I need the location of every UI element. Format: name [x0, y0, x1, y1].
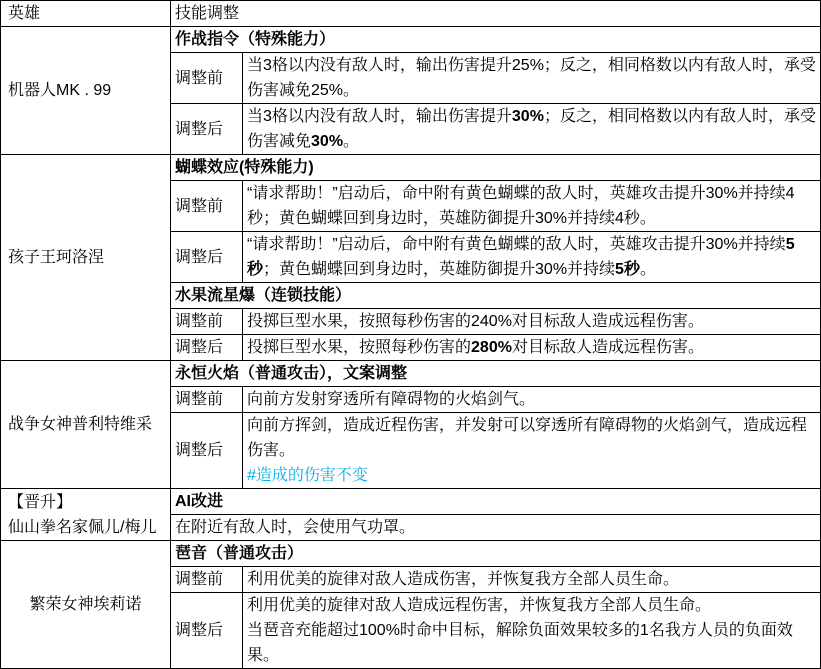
adjustment-label-cell: 调整后 [171, 104, 243, 155]
skill-title-cell [171, 155, 821, 181]
hero-name-line: 仙山拳名家佩儿/梅儿 [8, 518, 157, 536]
text-segment: 30% [311, 133, 344, 150]
hero-name-line: 机器人MK . 99 [8, 82, 112, 99]
adjustment-label-cell: 调整前 [171, 387, 243, 413]
adjustment-label-cell: 调整后 [171, 232, 243, 283]
description-paragraph [247, 309, 816, 334]
hero-name-line: 战争女神普利特维采 [8, 416, 153, 433]
description-paragraph [247, 53, 816, 103]
text-segment: 向前方发射穿透所有障碍物的火焰剑气。 [247, 391, 536, 408]
skill-description-cell [243, 232, 821, 283]
hero-column-header: 英雄 [1, 1, 171, 27]
text-segment: ；反之，相同格数以内有敌人时，承受伤害减免 [247, 108, 816, 150]
adjustment-label-cell: 调整后 [171, 335, 243, 361]
description-paragraph [247, 463, 816, 488]
description-paragraph [247, 567, 816, 592]
text-segment: 永恒火焰（普通攻击），文案调整 [175, 365, 408, 382]
skill-column-header: 技能调整 [171, 1, 821, 27]
description-paragraph [247, 593, 816, 618]
adjustment-label-cell: 调整前 [171, 53, 243, 104]
skill-title-cell [171, 361, 821, 387]
text-segment: 利用优美的旋律对敌人造成伤害，并恢复我方全部人员生命。 [247, 571, 680, 588]
skill-description-cell [171, 515, 821, 541]
table-header-row [1, 1, 821, 27]
adjustment-label-cell: 调整前 [171, 181, 243, 232]
text-segment: 对目标敌人造成远程伤害。 [511, 339, 704, 356]
skill-description-cell [243, 567, 821, 593]
text-segment: 5秒 [615, 261, 640, 278]
text-segment: 。 [343, 133, 360, 150]
description-paragraph [247, 232, 816, 282]
adjustment-label-cell: 调整前 [171, 309, 243, 335]
text-segment: 5秒 [247, 236, 795, 278]
skill-title-cell [171, 489, 821, 515]
skill-title-row [1, 27, 821, 53]
hero-name-cell [1, 155, 171, 361]
text-segment: 当3格以内没有敌人时，输出伤害提升 [247, 108, 512, 125]
text-segment: 利用优美的旋律对敌人造成远程伤害，并恢复我方全部人员生命。 [247, 597, 712, 614]
hero-name-cell [1, 361, 171, 489]
text-segment: 投掷巨型水果，按照每秒伤害的 [247, 339, 472, 356]
text-segment: ；黄色蝴蝶回到身边时，英雄防御提升30%并持续 [263, 261, 616, 278]
skill-title-cell [171, 541, 821, 567]
skill-title-row [1, 541, 821, 567]
skill-title-row [1, 489, 821, 515]
adjustment-label-cell: 调整后 [171, 593, 243, 669]
skill-title-cell [171, 27, 821, 53]
hero-name-line: 【晋升】 [8, 493, 73, 511]
skill-title-cell [171, 283, 821, 309]
description-paragraph [247, 181, 816, 231]
text-segment: 当3格以内没有敌人时，输出伤害提升25%；反之，相同格数以内有敌人时，承受伤害减免25%。 [247, 57, 816, 99]
skill-description-cell [243, 413, 821, 489]
skill-description-cell [243, 104, 821, 155]
skill-description-cell [243, 53, 821, 104]
hero-name-line: 繁荣女神埃莉诺 [29, 596, 142, 613]
hero-name-cell [1, 27, 171, 155]
text-segment: 当琶音充能超过100%时命中目标，解除负面效果较多的1名我方人员的负面效果。 [247, 622, 793, 664]
description-paragraph [247, 413, 816, 463]
text-segment: 。 [639, 261, 656, 278]
description-paragraph [247, 618, 816, 668]
text-segment: 30% [511, 108, 544, 125]
description-paragraph [247, 387, 816, 412]
text-segment: 水果流星爆（连锁技能） [175, 287, 352, 304]
adjustment-label-cell: 调整后 [171, 413, 243, 489]
hero-name-cell [1, 541, 171, 669]
text-segment: #造成的伤害不变 [247, 467, 368, 484]
text-segment: 作战指令（特殊能力） [175, 31, 336, 48]
skill-title-row [1, 155, 821, 181]
text-segment: 280% [471, 339, 512, 356]
text-segment: “请求帮助！”启动后，命中附有黄色蝴蝶的敌人时，英雄攻击提升30%并持续 [247, 236, 786, 253]
hero-name-line: 孩子王珂洛涅 [8, 249, 105, 266]
skill-description-cell [243, 335, 821, 361]
description-paragraph [247, 104, 816, 154]
adjustment-label-cell: 调整前 [171, 567, 243, 593]
description-paragraph [247, 335, 816, 360]
skill-description-cell [243, 593, 821, 669]
skill-description-cell [243, 309, 821, 335]
text-segment: 投掷巨型水果，按照每秒伤害的240%对目标敌人造成远程伤害。 [247, 313, 704, 330]
hero-name-cell [1, 489, 171, 541]
skill-description-cell [243, 387, 821, 413]
text-segment: AI改进 [175, 493, 224, 510]
skill-description-cell [243, 181, 821, 232]
description-paragraph [175, 515, 816, 540]
text-segment: 琶音（普通攻击） [175, 545, 304, 562]
text-segment: 向前方挥剑，造成近程伤害，并发射可以穿透所有障碍物的火焰剑气，造成远程伤害。 [247, 417, 808, 459]
skill-title-row [1, 361, 821, 387]
text-segment: 在附近有敌人时，会使用气功罩。 [175, 519, 416, 536]
text-segment: “请求帮助！”启动后，命中附有黄色蝴蝶的敌人时，英雄攻击提升30%并持续4秒；黄色蝴蝶回到身边时，英雄防御提升30%并持续4秒。 [247, 185, 795, 227]
text-segment: 蝴蝶效应(特殊能力) [175, 159, 314, 176]
